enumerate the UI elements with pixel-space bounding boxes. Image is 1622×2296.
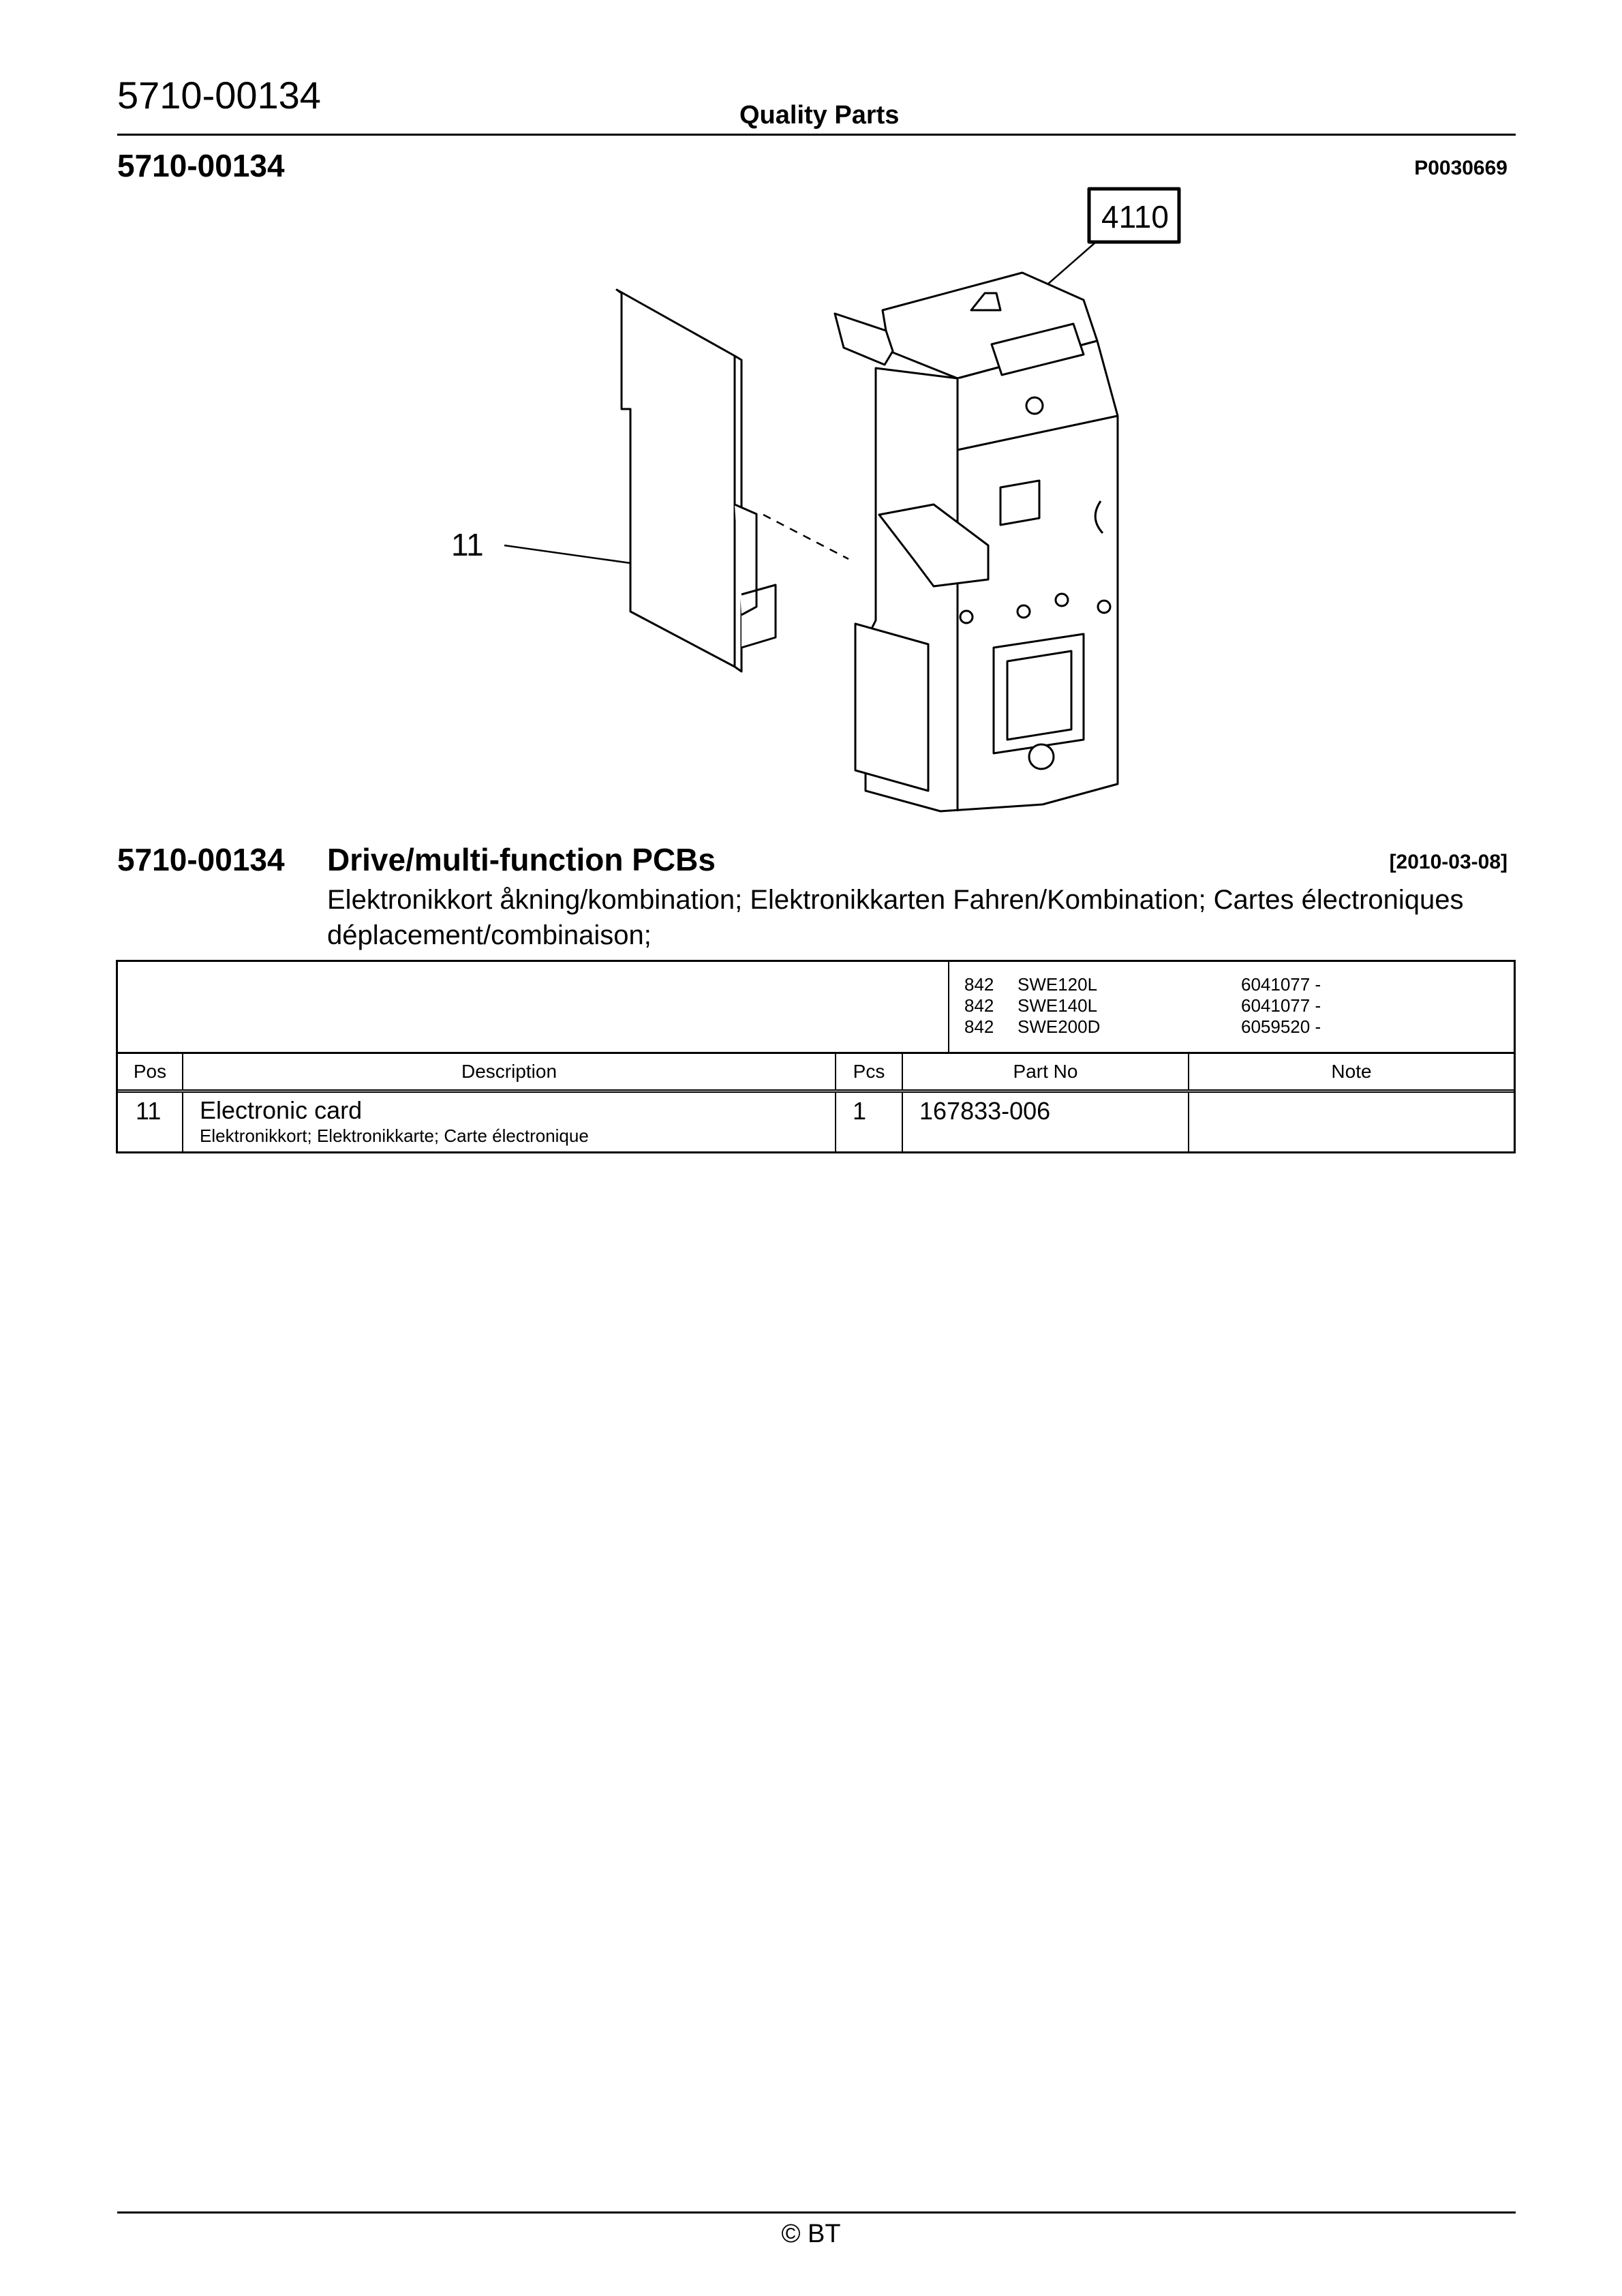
column-header-part-no: Part No — [903, 1054, 1189, 1089]
model-name: SWE200D — [1017, 1016, 1101, 1037]
cell-note — [1189, 1093, 1514, 1151]
description-text: Electronic card — [200, 1096, 363, 1124]
column-header-pcs: Pcs — [836, 1054, 903, 1089]
exploded-view-drawing — [409, 177, 1227, 825]
group-id: 5710-00134 — [117, 842, 285, 877]
callout-label-11: 11 — [451, 527, 484, 562]
description-translation: Elektronikkort; Elektronikkarte; Carte électronique — [200, 1126, 589, 1146]
cell-description — [183, 1093, 836, 1151]
model-applicability-spacer — [118, 962, 949, 1052]
footer-copyright: © BT — [781, 2220, 841, 2248]
cell-pos: 11 — [118, 1093, 183, 1151]
housing-square-boss — [1000, 481, 1039, 525]
parts-table — [116, 960, 1516, 1153]
model-entry — [964, 1016, 1377, 1038]
mount-hint-dashed-line — [763, 515, 848, 559]
column-header-note: Note — [1331, 1061, 1372, 1082]
housing-hole-upper — [1026, 397, 1043, 414]
model-name: SWE140L — [1017, 995, 1098, 1016]
model-serial: 6041077 - — [1241, 995, 1321, 1016]
housing-hole-2 — [1017, 605, 1030, 618]
model-entry — [964, 995, 1377, 1016]
leader-line-4110 — [1041, 242, 1096, 290]
model-applicability-row — [118, 962, 1514, 1054]
leader-line-11 — [504, 545, 630, 563]
model-series: 842 — [964, 1016, 994, 1037]
drawing-reference: P0030669 — [1414, 157, 1508, 179]
section-id: 5710-00134 — [117, 148, 285, 183]
cell-part-no: 167833-006 — [903, 1093, 1189, 1151]
model-serial: 6059520 - — [1241, 1016, 1321, 1037]
housing-hole-3 — [1056, 594, 1068, 606]
header-title: Quality Parts — [739, 101, 900, 130]
electronic-card-face — [617, 290, 735, 667]
housing-hole-4 — [1098, 601, 1110, 613]
housing-connector-inner — [1007, 651, 1071, 740]
header-divider — [117, 134, 1516, 136]
model-serial: 6041077 - — [1241, 974, 1321, 995]
housing-hole-1 — [960, 611, 973, 623]
footer-divider — [117, 2211, 1516, 2214]
model-name: SWE120L — [1017, 974, 1098, 995]
group-date: [2010-03-08] — [1389, 851, 1508, 873]
callout-label-4110: 4110 — [1101, 199, 1169, 235]
column-header-pos: Pos — [118, 1054, 183, 1089]
model-series: 842 — [964, 974, 994, 995]
table-row — [118, 1093, 1514, 1151]
group-title-translation: Elektronikkort åkning/kombination; Elektronikkarten Fahren/Kombination; Cartes électroniques déplacement/combinaison; — [327, 885, 1464, 950]
table-header-row — [118, 1054, 1514, 1093]
document-id: 5710-00134 — [117, 74, 321, 117]
housing-bottom-block — [855, 624, 928, 791]
column-header-description: Description — [183, 1054, 836, 1089]
model-list — [949, 962, 1377, 1052]
group-title: Drive/multi-function PCBs — [327, 842, 716, 877]
model-entry — [964, 974, 1377, 995]
cell-pcs: 1 — [836, 1093, 903, 1151]
model-series: 842 — [964, 995, 994, 1016]
housing-hole-lower — [1029, 744, 1054, 769]
